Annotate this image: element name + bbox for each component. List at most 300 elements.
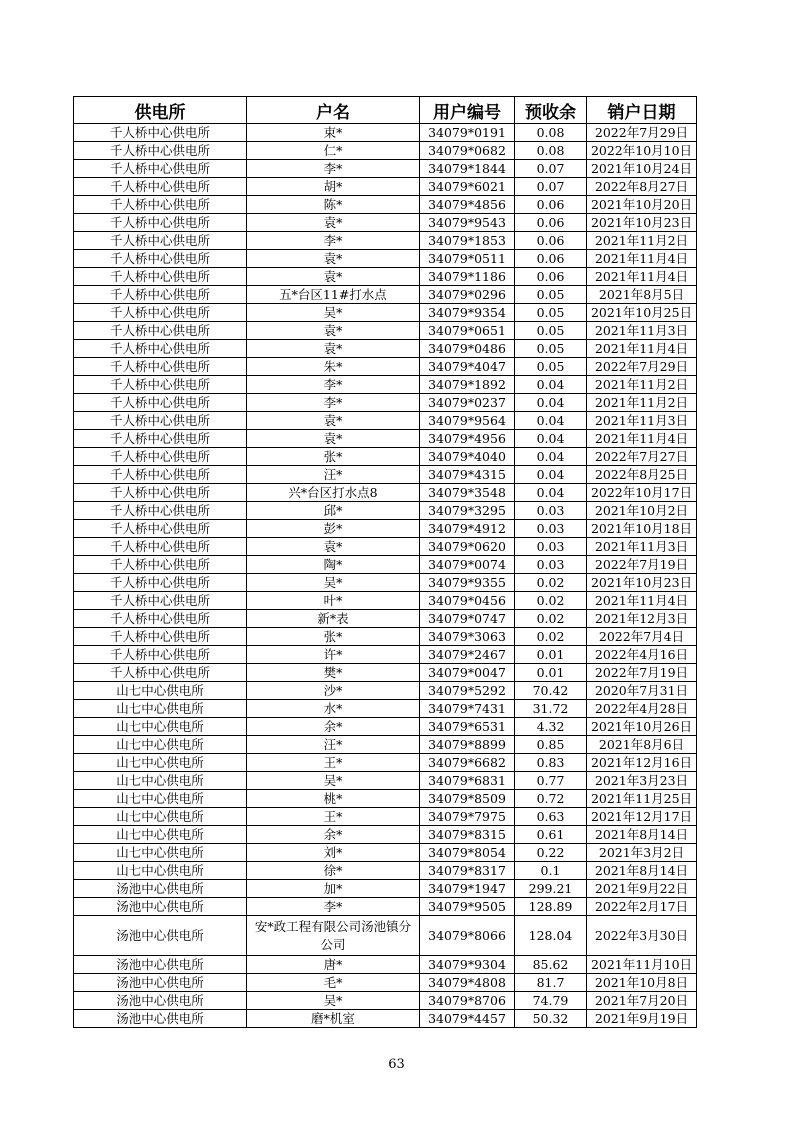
table-row [74,1010,697,1028]
cell-account-name: 王* [247,808,420,826]
table-row [74,956,697,974]
cell-power-station: 山七中心供电所 [74,808,247,826]
cell-power-station: 山七中心供电所 [74,844,247,862]
table-row [74,448,697,466]
cell-prepaid-balance: 0.04 [515,376,587,394]
table-row [74,790,697,808]
cell-user-id: 34079*0296 [420,286,515,304]
cell-account-name: 李* [247,232,420,250]
table-row [74,682,697,700]
cell-power-station: 千人桥中心供电所 [74,484,247,502]
cell-account-name: 彭* [247,520,420,538]
cell-closure-date: 2022年7月19日 [587,556,697,574]
table-row [74,664,697,682]
cell-closure-date: 2021年10月26日 [587,718,697,736]
cell-account-name: 许* [247,646,420,664]
cell-power-station: 山七中心供电所 [74,700,247,718]
cell-account-name: 袁* [247,430,420,448]
table-row [74,538,697,556]
account-closure-table [73,96,697,1028]
cell-account-name: 五*台区11#打水点 [247,286,420,304]
cell-prepaid-balance: 299.21 [515,880,587,898]
cell-user-id: 34079*6021 [420,178,515,196]
cell-user-id: 34079*1947 [420,880,515,898]
cell-prepaid-balance: 0.02 [515,574,587,592]
cell-prepaid-balance: 0.1 [515,862,587,880]
cell-closure-date: 2021年7月20日 [587,992,697,1010]
cell-user-id: 34079*0620 [420,538,515,556]
cell-prepaid-balance: 0.06 [515,268,587,286]
table-row [74,160,697,178]
cell-prepaid-balance: 0.02 [515,628,587,646]
cell-closure-date: 2021年10月2日 [587,502,697,520]
cell-user-id: 34079*0486 [420,340,515,358]
cell-account-name: 唐* [247,956,420,974]
cell-prepaid-balance: 128.04 [515,916,587,956]
table-row [74,214,697,232]
cell-closure-date: 2022年10月17日 [587,484,697,502]
table-row [74,394,697,412]
cell-account-name: 袁* [247,412,420,430]
cell-account-name: 王* [247,754,420,772]
cell-user-id: 34079*0747 [420,610,515,628]
cell-prepaid-balance: 0.01 [515,646,587,664]
cell-user-id: 34079*0682 [420,142,515,160]
cell-closure-date: 2020年7月31日 [587,682,697,700]
cell-closure-date: 2021年9月19日 [587,1010,697,1028]
cell-closure-date: 2021年8月14日 [587,826,697,844]
cell-closure-date: 2021年12月3日 [587,610,697,628]
cell-prepaid-balance: 0.05 [515,340,587,358]
cell-user-id: 34079*8066 [420,916,515,956]
cell-prepaid-balance: 0.05 [515,304,587,322]
cell-prepaid-balance: 4.32 [515,718,587,736]
cell-user-id: 34079*6531 [420,718,515,736]
cell-prepaid-balance: 50.32 [515,1010,587,1028]
cell-closure-date: 2022年2月17日 [587,898,697,916]
cell-account-name: 汪* [247,466,420,484]
table-row [74,556,697,574]
cell-account-name: 李* [247,394,420,412]
cell-user-id: 34079*3295 [420,502,515,520]
cell-closure-date: 2021年11月10日 [587,956,697,974]
cell-power-station: 汤池中心供电所 [74,1010,247,1028]
cell-closure-date: 2021年10月23日 [587,574,697,592]
cell-prepaid-balance: 0.06 [515,250,587,268]
cell-user-id: 34079*0191 [420,124,515,142]
cell-account-name: 安*政工程有限公司汤池镇分公司 [247,916,420,956]
cell-prepaid-balance: 0.03 [515,502,587,520]
cell-power-station: 千人桥中心供电所 [74,358,247,376]
cell-account-name: 余* [247,718,420,736]
cell-closure-date: 2022年8月25日 [587,466,697,484]
table-row [74,232,697,250]
cell-closure-date: 2021年10月8日 [587,974,697,992]
cell-prepaid-balance: 31.72 [515,700,587,718]
table-row [74,574,697,592]
cell-account-name: 樊* [247,664,420,682]
cell-user-id: 34079*0456 [420,592,515,610]
cell-closure-date: 2021年11月2日 [587,232,697,250]
cell-user-id: 34079*8706 [420,992,515,1010]
cell-prepaid-balance: 0.72 [515,790,587,808]
table-row [74,808,697,826]
cell-prepaid-balance: 0.04 [515,448,587,466]
cell-closure-date: 2021年11月4日 [587,592,697,610]
cell-prepaid-balance: 0.04 [515,394,587,412]
cell-power-station: 山七中心供电所 [74,862,247,880]
cell-user-id: 34079*4912 [420,520,515,538]
cell-closure-date: 2022年4月16日 [587,646,697,664]
cell-account-name: 袁* [247,322,420,340]
cell-prepaid-balance: 128.89 [515,898,587,916]
cell-power-station: 千人桥中心供电所 [74,664,247,682]
cell-user-id: 34079*4315 [420,466,515,484]
table-row [74,880,697,898]
cell-closure-date: 2021年9月22日 [587,880,697,898]
cell-closure-date: 2021年10月24日 [587,160,697,178]
cell-user-id: 34079*1844 [420,160,515,178]
cell-power-station: 千人桥中心供电所 [74,628,247,646]
cell-closure-date: 2021年11月4日 [587,340,697,358]
cell-prepaid-balance: 0.04 [515,412,587,430]
cell-power-station: 千人桥中心供电所 [74,520,247,538]
header-prepaid-balance: 预收余 [515,97,587,124]
cell-power-station: 千人桥中心供电所 [74,340,247,358]
cell-closure-date: 2021年10月20日 [587,196,697,214]
cell-user-id: 34079*8054 [420,844,515,862]
cell-account-name: 吴* [247,772,420,790]
cell-power-station: 千人桥中心供电所 [74,232,247,250]
cell-closure-date: 2021年11月2日 [587,394,697,412]
cell-account-name: 刘* [247,844,420,862]
cell-user-id: 34079*6831 [420,772,515,790]
cell-account-name: 李* [247,376,420,394]
cell-power-station: 千人桥中心供电所 [74,124,247,142]
table-row [74,992,697,1010]
cell-closure-date: 2021年11月4日 [587,430,697,448]
cell-prepaid-balance: 0.05 [515,322,587,340]
cell-user-id: 34079*8315 [420,826,515,844]
cell-power-station: 汤池中心供电所 [74,880,247,898]
table-row [74,196,697,214]
cell-user-id: 34079*6682 [420,754,515,772]
cell-power-station: 山七中心供电所 [74,682,247,700]
cell-prepaid-balance: 0.04 [515,430,587,448]
cell-account-name: 李* [247,160,420,178]
table-header-row [74,97,697,124]
cell-user-id: 34079*4956 [420,430,515,448]
cell-closure-date: 2021年11月4日 [587,250,697,268]
cell-power-station: 汤池中心供电所 [74,956,247,974]
cell-closure-date: 2022年3月30日 [587,916,697,956]
cell-power-station: 千人桥中心供电所 [74,160,247,178]
cell-user-id: 34079*4856 [420,196,515,214]
table-row [74,304,697,322]
table-row [74,592,697,610]
cell-account-name: 桃* [247,790,420,808]
table-row [74,520,697,538]
cell-power-station: 千人桥中心供电所 [74,538,247,556]
table-row [74,646,697,664]
cell-power-station: 汤池中心供电所 [74,916,247,956]
cell-prepaid-balance: 0.05 [515,286,587,304]
cell-power-station: 千人桥中心供电所 [74,592,247,610]
cell-power-station: 山七中心供电所 [74,754,247,772]
cell-prepaid-balance: 0.02 [515,592,587,610]
cell-prepaid-balance: 0.01 [515,664,587,682]
table-row [74,286,697,304]
cell-account-name: 汪* [247,736,420,754]
cell-prepaid-balance: 0.06 [515,214,587,232]
cell-power-station: 山七中心供电所 [74,826,247,844]
cell-closure-date: 2022年7月29日 [587,124,697,142]
cell-prepaid-balance: 0.02 [515,610,587,628]
header-account-name: 户名 [247,97,420,124]
table-row [74,178,697,196]
table-row [74,358,697,376]
cell-power-station: 千人桥中心供电所 [74,250,247,268]
table-row [74,268,697,286]
table-row [74,700,697,718]
cell-user-id: 34079*0237 [420,394,515,412]
table-row [74,898,697,916]
cell-account-name: 陈* [247,196,420,214]
cell-prepaid-balance: 70.42 [515,682,587,700]
cell-power-station: 千人桥中心供电所 [74,556,247,574]
cell-closure-date: 2021年3月2日 [587,844,697,862]
cell-account-name: 仁* [247,142,420,160]
cell-user-id: 34079*1892 [420,376,515,394]
table-row [74,862,697,880]
cell-user-id: 34079*0651 [420,322,515,340]
cell-prepaid-balance: 0.77 [515,772,587,790]
cell-account-name: 袁* [247,340,420,358]
cell-power-station: 千人桥中心供电所 [74,448,247,466]
table-row [74,142,697,160]
cell-user-id: 34079*8317 [420,862,515,880]
table-row [74,736,697,754]
table-row [74,916,697,956]
cell-user-id: 34079*4047 [420,358,515,376]
cell-power-station: 千人桥中心供电所 [74,646,247,664]
table-row [74,340,697,358]
cell-prepaid-balance: 0.22 [515,844,587,862]
table-row [74,124,697,142]
cell-user-id: 34079*9355 [420,574,515,592]
cell-account-name: 沙* [247,682,420,700]
cell-closure-date: 2021年8月6日 [587,736,697,754]
table-row [74,844,697,862]
table-row [74,412,697,430]
cell-account-name: 叶* [247,592,420,610]
table-row [74,484,697,502]
table-row [74,502,697,520]
table-row [74,772,697,790]
header-user-id: 用户编号 [420,97,515,124]
cell-user-id: 34079*4040 [420,448,515,466]
cell-prepaid-balance: 0.04 [515,466,587,484]
cell-power-station: 千人桥中心供电所 [74,268,247,286]
cell-user-id: 34079*8509 [420,790,515,808]
cell-account-name: 加* [247,880,420,898]
cell-user-id: 34079*9354 [420,304,515,322]
cell-user-id: 34079*8899 [420,736,515,754]
cell-account-name: 袁* [247,268,420,286]
cell-account-name: 毛* [247,974,420,992]
cell-account-name: 吴* [247,992,420,1010]
cell-closure-date: 2022年7月4日 [587,628,697,646]
cell-closure-date: 2021年10月23日 [587,214,697,232]
cell-account-name: 袁* [247,250,420,268]
cell-user-id: 34079*1853 [420,232,515,250]
cell-power-station: 山七中心供电所 [74,718,247,736]
cell-prepaid-balance: 0.08 [515,124,587,142]
header-closure-date: 销户日期 [587,97,697,124]
cell-closure-date: 2021年12月16日 [587,754,697,772]
cell-user-id: 34079*9543 [420,214,515,232]
cell-user-id: 34079*3063 [420,628,515,646]
cell-prepaid-balance: 0.85 [515,736,587,754]
cell-power-station: 千人桥中心供电所 [74,466,247,484]
cell-prepaid-balance: 0.04 [515,484,587,502]
cell-account-name: 新*表 [247,610,420,628]
cell-closure-date: 2022年7月29日 [587,358,697,376]
cell-power-station: 汤池中心供电所 [74,974,247,992]
cell-account-name: 徐* [247,862,420,880]
cell-power-station: 千人桥中心供电所 [74,610,247,628]
cell-power-station: 千人桥中心供电所 [74,304,247,322]
cell-closure-date: 2021年11月3日 [587,412,697,430]
cell-user-id: 34079*0511 [420,250,515,268]
table-row [74,466,697,484]
cell-prepaid-balance: 0.83 [515,754,587,772]
cell-power-station: 千人桥中心供电所 [74,322,247,340]
cell-prepaid-balance: 0.06 [515,232,587,250]
cell-closure-date: 2021年11月3日 [587,322,697,340]
cell-closure-date: 2021年11月4日 [587,268,697,286]
cell-closure-date: 2022年7月19日 [587,664,697,682]
cell-prepaid-balance: 0.05 [515,358,587,376]
cell-power-station: 山七中心供电所 [74,736,247,754]
table-row [74,718,697,736]
cell-account-name: 余* [247,826,420,844]
table-row [74,322,697,340]
cell-account-name: 兴*台区打水点8 [247,484,420,502]
cell-closure-date: 2022年8月27日 [587,178,697,196]
table-row [74,974,697,992]
cell-account-name: 张* [247,448,420,466]
table-row [74,628,697,646]
cell-account-name: 束* [247,124,420,142]
cell-power-station: 千人桥中心供电所 [74,196,247,214]
cell-user-id: 34079*3548 [420,484,515,502]
cell-prepaid-balance: 0.03 [515,538,587,556]
cell-power-station: 山七中心供电所 [74,772,247,790]
header-power-station: 供电所 [74,97,247,124]
cell-account-name: 邱* [247,502,420,520]
cell-account-name: 吴* [247,304,420,322]
cell-user-id: 34079*4808 [420,974,515,992]
cell-prepaid-balance: 0.03 [515,520,587,538]
cell-account-name: 吴* [247,574,420,592]
page-number: 63 [388,1057,405,1072]
cell-prepaid-balance: 74.79 [515,992,587,1010]
cell-power-station: 千人桥中心供电所 [74,376,247,394]
cell-user-id: 34079*7975 [420,808,515,826]
cell-user-id: 34079*9564 [420,412,515,430]
cell-prepaid-balance: 0.08 [515,142,587,160]
cell-user-id: 34079*2467 [420,646,515,664]
cell-power-station: 千人桥中心供电所 [74,286,247,304]
cell-prepaid-balance: 0.03 [515,556,587,574]
cell-closure-date: 2021年11月25日 [587,790,697,808]
cell-account-name: 胡* [247,178,420,196]
cell-power-station: 千人桥中心供电所 [74,214,247,232]
cell-account-name: 袁* [247,538,420,556]
cell-power-station: 千人桥中心供电所 [74,394,247,412]
table-row [74,430,697,448]
cell-power-station: 千人桥中心供电所 [74,574,247,592]
cell-account-name: 磨*机室 [247,1010,420,1028]
cell-prepaid-balance: 85.62 [515,956,587,974]
table-row [74,376,697,394]
cell-power-station: 千人桥中心供电所 [74,502,247,520]
cell-user-id: 34079*0074 [420,556,515,574]
cell-closure-date: 2021年10月25日 [587,304,697,322]
table-row [74,754,697,772]
cell-closure-date: 2021年11月2日 [587,376,697,394]
cell-prepaid-balance: 0.63 [515,808,587,826]
cell-user-id: 34079*4457 [420,1010,515,1028]
cell-account-name: 陶* [247,556,420,574]
cell-account-name: 袁* [247,214,420,232]
table-row [74,250,697,268]
cell-closure-date: 2022年7月27日 [587,448,697,466]
cell-user-id: 34079*9304 [420,956,515,974]
cell-power-station: 千人桥中心供电所 [74,142,247,160]
cell-closure-date: 2021年8月5日 [587,286,697,304]
cell-power-station: 山七中心供电所 [74,790,247,808]
cell-account-name: 李* [247,898,420,916]
table-body [74,124,697,1028]
cell-prepaid-balance: 0.06 [515,196,587,214]
cell-closure-date: 2021年10月18日 [587,520,697,538]
cell-user-id: 34079*1186 [420,268,515,286]
cell-power-station: 千人桥中心供电所 [74,178,247,196]
cell-power-station: 千人桥中心供电所 [74,430,247,448]
cell-account-name: 朱* [247,358,420,376]
cell-closure-date: 2022年4月28日 [587,700,697,718]
cell-power-station: 汤池中心供电所 [74,898,247,916]
cell-power-station: 千人桥中心供电所 [74,412,247,430]
cell-power-station: 汤池中心供电所 [74,992,247,1010]
cell-user-id: 34079*5292 [420,682,515,700]
cell-prepaid-balance: 81.7 [515,974,587,992]
cell-prepaid-balance: 0.07 [515,160,587,178]
cell-prepaid-balance: 0.61 [515,826,587,844]
cell-closure-date: 2021年12月17日 [587,808,697,826]
cell-account-name: 水* [247,700,420,718]
cell-closure-date: 2021年11月3日 [587,538,697,556]
cell-prepaid-balance: 0.07 [515,178,587,196]
cell-closure-date: 2022年10月10日 [587,142,697,160]
table-row [74,610,697,628]
cell-closure-date: 2021年3月23日 [587,772,697,790]
cell-user-id: 34079*0047 [420,664,515,682]
cell-account-name: 张* [247,628,420,646]
cell-user-id: 34079*9505 [420,898,515,916]
